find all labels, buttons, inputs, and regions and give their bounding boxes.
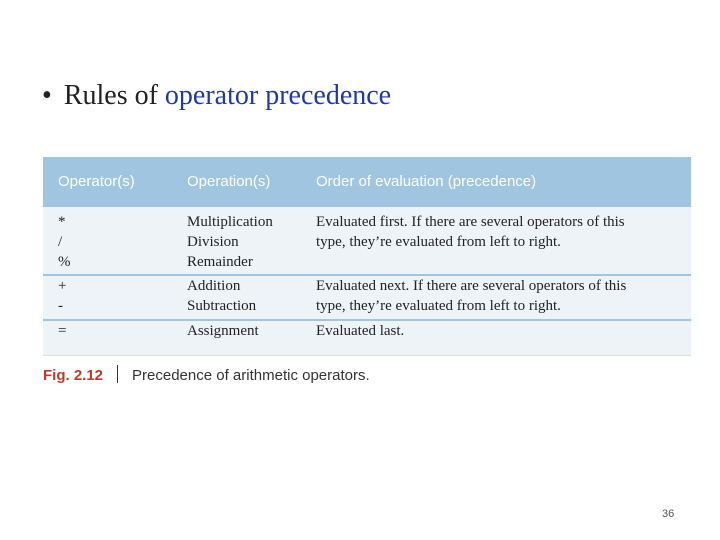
operator-cell: [58, 321, 66, 341]
operation-name: Multiplication: [187, 214, 273, 230]
bullet-text: Rules of: [63, 80, 165, 111]
bullet-accent-text: operator precedence: [164, 80, 392, 111]
operator-cell: [58, 212, 71, 272]
order-text: type, they’re evaluated from left to right.: [316, 298, 561, 314]
operator-symbol: *: [58, 214, 66, 230]
order-cell: [316, 276, 626, 316]
caption-divider: [117, 365, 118, 383]
figure-label: Fig. 2.12: [43, 367, 104, 384]
order-text: Evaluated next. If there are several operators of this: [316, 278, 627, 294]
header-operations: Operation(s): [187, 173, 271, 190]
operation-cell: [187, 321, 259, 341]
order-cell: [316, 212, 625, 252]
operation-name: Addition: [187, 278, 241, 294]
operator-cell: [58, 276, 66, 316]
table-header: [43, 157, 691, 207]
operation-name: Division: [187, 234, 239, 250]
order-text: Evaluated first. If there are several operators of this: [316, 214, 625, 230]
order-text: type, they’re evaluated from left to right.: [316, 234, 561, 250]
header-operators: Operator(s): [58, 173, 135, 190]
operator-symbol: /: [58, 234, 63, 250]
page-number: 36: [662, 508, 675, 520]
figure-caption: [43, 365, 370, 384]
operation-name: Remainder: [187, 254, 253, 270]
order-text: Evaluated last.: [316, 323, 405, 339]
operation-cell: [187, 212, 273, 272]
operator-symbol: +: [58, 278, 67, 294]
figure-caption-text: Precedence of arithmetic operators.: [132, 367, 370, 384]
order-cell: [316, 321, 404, 341]
slide-bullet-line: [42, 80, 391, 112]
operation-name: Assignment: [187, 323, 259, 339]
operator-symbol: %: [58, 254, 71, 270]
operator-symbol: -: [58, 298, 63, 314]
operation-name: Subtraction: [187, 298, 257, 314]
bullet-dot-icon: •: [42, 80, 52, 111]
precedence-table: [43, 157, 691, 356]
operator-symbol: =: [58, 323, 67, 339]
operation-cell: [187, 276, 256, 316]
header-order: Order of evaluation (precedence): [316, 173, 537, 190]
